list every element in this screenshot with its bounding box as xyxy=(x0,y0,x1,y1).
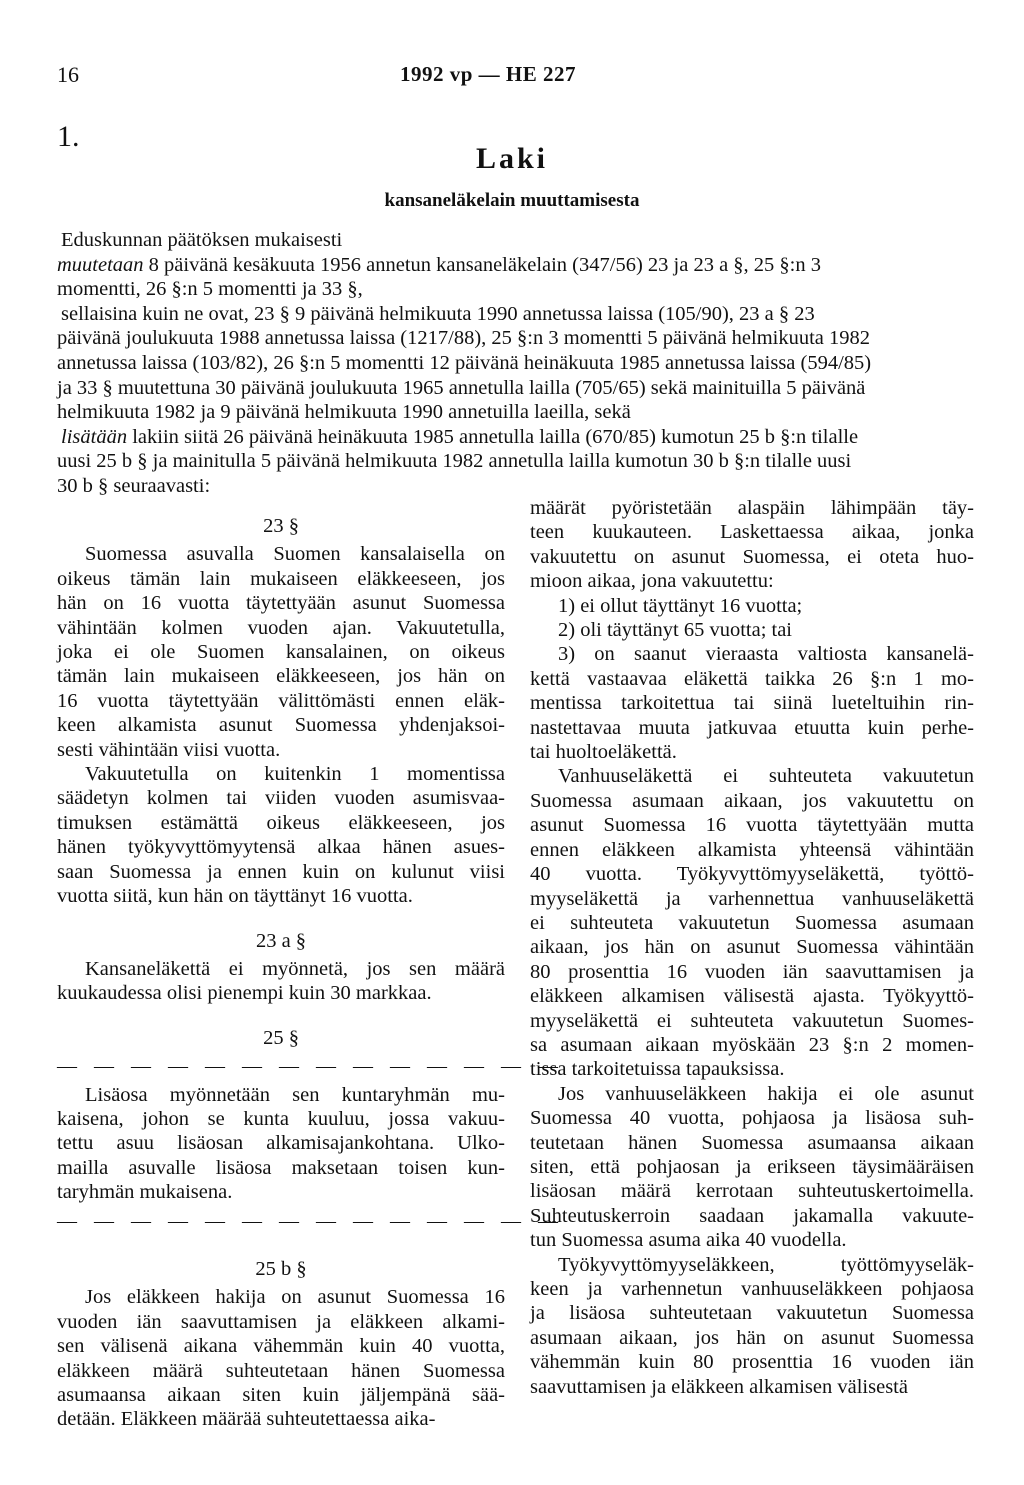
paragraph-line: myyseläkettä ja varhennettua vanhuuseläkettä xyxy=(530,887,974,910)
omission-dashes: — — — — — — — — — — — — — — xyxy=(57,1055,564,1078)
list-item-text: 2) oli täyttänyt 65 vuotta; tai xyxy=(558,619,792,642)
paragraph xyxy=(530,1253,974,1399)
paragraph xyxy=(57,957,505,1006)
running-head: 1992 vp — HE 227 xyxy=(400,62,577,86)
paragraph-line: detään. Eläkkeen määrää suhteutettaessa aika- xyxy=(57,1408,436,1431)
paragraph-line: aikaan, jos hän on asunut Suomessa vähintään xyxy=(530,936,974,959)
paragraph xyxy=(57,762,505,908)
left-column xyxy=(57,508,564,1432)
list-item-text: 1) ei ollut täyttänyt 16 vuotta; xyxy=(558,594,803,617)
section-heading-25b: 25 b § xyxy=(255,1257,307,1280)
paragraph-line: vähemmän kuin 80 prosenttia 16 vuoden iän xyxy=(530,1351,974,1374)
paragraph-line: mioon aikaa, jona vakuutettu: xyxy=(530,570,774,593)
paragraph-line: sen välisenä aikana vähemmän kuin 40 vuotta, xyxy=(57,1335,505,1358)
paragraph-line: tissa tarkoitetuissa tapauksissa. xyxy=(530,1058,785,1081)
intro-keyword-muutetaan: muutetaan xyxy=(57,253,144,276)
act-subtitle: kansaneläkelain muuttamisesta xyxy=(384,190,640,211)
section-heading-23: 23 § xyxy=(263,515,299,537)
intro-line xyxy=(57,425,967,450)
intro-line: uusi 25 b § ja mainitulla 5 päivänä helmikuuta 1982 annetulla lailla kumotun 30 b §:n tilalle uusi xyxy=(57,450,852,473)
paragraph-line: hän on 16 vuotta täytettyään asunut Suomessa xyxy=(57,592,505,615)
paragraph-line: vuotta siitä, kun hän on täyttänyt 16 vuotta. xyxy=(57,885,413,908)
intro-line: päivänä joulukuuta 1988 annetussa laissa (1217/88), 25 §:n 3 momentti 5 päivänä helmikuuta 1982 xyxy=(57,327,871,350)
paragraph xyxy=(530,1082,974,1253)
list-item xyxy=(530,594,974,618)
paragraph xyxy=(57,1083,505,1205)
paragraph-line: Jos vanhuuseläkkeen hakija ei ole asunut xyxy=(558,1082,974,1105)
paragraph-line: keen ja varhennetun vanhuuseläkkeen pohjaosa xyxy=(530,1278,974,1300)
paragraph-line: teutetaan hänen Suomessa asumaansa aikaan xyxy=(530,1131,974,1154)
intro-line xyxy=(57,253,967,278)
paragraph-line: hänen työkyvyttömyytensä alkaa hänen asues- xyxy=(57,836,505,859)
paragraph-line: mentissa tarkoitettua tai siinä lueteltuihin rin- xyxy=(530,692,974,715)
paragraph-line: Vakuutetulla on kuitenkin 1 momentissa xyxy=(85,763,505,786)
paragraph-line: tai huoltoeläkettä. xyxy=(530,741,677,764)
paragraph-line: Jos eläkkeen hakija on asunut Suomessa 16 xyxy=(85,1286,505,1309)
paragraph-line: Suhteutuskerroin saadaan jakamalla vakuute- xyxy=(530,1204,974,1227)
paragraph-line: ei suhteuteta vakuutetun Suomessa asumaan xyxy=(530,911,974,934)
paragraph-line: Suomessa asuvalla Suomen kansalaisella on xyxy=(85,543,505,566)
intro-line: helmikuuta 1982 ja 9 päivänä helmikuuta 1990 annetuilla laeilla, sekä xyxy=(57,401,631,424)
paragraph-line: kettä vastaavaa eläkettä taikka 26 §:n 1 mo- xyxy=(530,667,974,690)
paragraph-line: saan Suomessa ja ennen kuin on kulunut viisi xyxy=(57,860,505,883)
intro-line: momentti, 26 §:n 5 momentti ja 33 §, xyxy=(57,278,363,301)
paragraph-line: taryhmän mukaisena. xyxy=(57,1181,233,1204)
list-item xyxy=(530,618,974,642)
paragraph-line: vuoden iän saavuttamisen ja eläkkeen alkami- xyxy=(57,1310,505,1333)
paragraph xyxy=(530,764,974,1081)
paragraph-line: myyseläkettä ei suhteuteta vakuutetun Suomes- xyxy=(530,1009,974,1032)
omission-dashes: — — — — — — — — — — — — — — xyxy=(57,1209,564,1232)
paragraph-line: määrät pyöristetään alaspäin lähimpään täy- xyxy=(530,497,974,519)
paragraph-line: Kansaneläkettä ei myönnetä, jos sen määrä xyxy=(85,957,505,980)
paragraph-line: 40 vuotta. Työkyvyttömyyseläkettä, työttö- xyxy=(530,863,974,886)
paragraph-line: oikeus tämän lain mukaiseen eläkkeeseen, jos xyxy=(57,567,505,590)
paragraph-line: vähintään kolmen vuoden ajan. Vakuutetulla, xyxy=(57,616,505,639)
paragraph-line: mailla asuvalle lisäosa maksetaan toisen kun- xyxy=(57,1156,505,1179)
paragraph-line: eläkkeen määrä suhteutetaan hänen Suomessa xyxy=(57,1359,505,1382)
paragraph xyxy=(57,542,505,762)
paragraph-line: keen alkamista asunut Suomessa yhdenjaksoi- xyxy=(57,714,505,737)
paragraph-line: 3) on saanut vieraasta valtiosta kansanelä- xyxy=(558,643,974,666)
paragraph-line: timuksen estämättä oikeus eläkkeeseen, jos xyxy=(57,811,505,834)
paragraph-line: asumaan aikaan, jos hän on asunut Suomessa xyxy=(530,1326,974,1349)
paragraph-line: kaisena, johon se kunta kuuluu, jossa vakuu- xyxy=(57,1107,505,1130)
section-heading-23a: 23 a § xyxy=(255,929,307,952)
intro-line: ja 33 § muutettuna 30 päivänä joulukuuta 1965 annetulla lailla (705/65) sekä mainituilla 5 päivänä xyxy=(57,376,866,399)
paragraph-line: 16 vuotta täytettyään välittömästi ennen eläk- xyxy=(57,689,505,712)
paragraph xyxy=(57,1285,505,1431)
paragraph-line: Työkyvyttömyyseläkkeen, työttömyyseläk- xyxy=(558,1253,974,1276)
intro-line: 30 b § seuraavasti: xyxy=(57,474,211,497)
paragraph-line: ennen eläkkeen alkamista yhteensä vähintään xyxy=(530,838,974,861)
intro-line: Eduskunnan päätöksen mukaisesti xyxy=(61,229,343,251)
paragraph-line: eläkkeen alkamisen välisestä ajasta. Työkyyttö- xyxy=(530,985,974,1008)
paragraph-line: asunut Suomessa 16 vuotta täytettyään mutta xyxy=(530,814,974,837)
paragraph-line: säädetyn kolmen tai viiden vuoden asumisvaa- xyxy=(57,787,505,810)
paragraph-line: Vanhuuseläkettä ei suhteuteta vakuutetun xyxy=(558,765,974,788)
paragraph-line: joka ei ole Suomen kansalainen, on oikeus xyxy=(57,641,505,664)
intro-line-text: 8 päivänä kesäkuuta 1956 annetun kansaneläkelain (347/56) 23 ja 23 a §, 25 §:n 3 xyxy=(143,253,821,276)
paragraph-line: tämän lain mukaiseen eläkkeeseen, jos hän on xyxy=(57,665,505,688)
paragraph-line: Suomessa 40 vuotta, pohjaosa ja lisäosa suh- xyxy=(530,1107,974,1130)
paragraph-line: 80 prosenttia 16 vuoden iän saavuttamisen ja xyxy=(530,960,974,983)
paragraph-line: sa asumaan aikaan myöskään 23 §:n 2 momen- xyxy=(530,1033,974,1056)
paragraph-line: tun Suomessa asuma aika 40 vuodella. xyxy=(530,1229,847,1252)
paragraph-line: tettu asuu lisäosan alkamisajankohtana. Ulko- xyxy=(57,1132,505,1155)
paragraph xyxy=(530,496,974,594)
paragraph-line: asumaansa aikaan siten kuin jäljempänä sää- xyxy=(57,1384,505,1406)
paragraph-line: kuukaudessa olisi pienempi kuin 30 markkaa. xyxy=(57,982,432,1005)
paragraph-line: teen kuukauteen. Laskettaessa aikaa, jonka xyxy=(530,521,974,544)
act-ordinal: 1. xyxy=(57,120,80,153)
paragraph-line: saavuttamisen ja eläkkeen alkamisen välisestä xyxy=(530,1375,908,1398)
paragraph-line: sesti vähintään viisi vuotta. xyxy=(57,738,281,761)
list-item xyxy=(530,642,974,764)
intro-keyword-lisataan: lisätään xyxy=(61,425,128,448)
paragraph-line: Lisäosa myönnetään sen kuntaryhmän mu- xyxy=(85,1083,505,1106)
paragraph-line: siten, että pohjaosan ja erikseen täysimääräisen xyxy=(530,1155,974,1178)
section-heading-25: 25 § xyxy=(263,1026,299,1049)
paragraph-line: Suomessa asumaan aikaan, jos vakuutettu on xyxy=(530,789,974,812)
right-column xyxy=(530,496,974,1399)
intro-line: sellaisina kuin ne ovat, 23 § 9 päivänä helmikuuta 1990 annetussa laissa (105/90), 23 a § 23 xyxy=(61,302,815,325)
paragraph-line: lisäosan määrä kerrotaan suhteutuskertoimella. xyxy=(530,1180,974,1203)
intro-line-text: lakiin siitä 26 päivänä heinäkuuta 1985 annetulla lailla (670/85) kumotun 25 b §:n tilalle xyxy=(127,425,859,448)
page-number: 16 xyxy=(57,62,79,87)
paragraph-line: nastettavaa muuta jatkuvaa etuutta kuin perhe- xyxy=(530,716,974,739)
act-title: Laki xyxy=(475,142,549,175)
paragraph-line: ja lisäosa suhteutetaan vakuutetun Suomessa xyxy=(530,1302,974,1325)
paragraph-line: vakuutettu on asunut Suomessa, ei oteta huo- xyxy=(530,545,974,568)
intro-line: annetussa laissa (103/82), 26 §:n 5 momentti 12 päivänä heinäkuuta 1985 annetussa laissa (594/85) xyxy=(57,351,872,374)
enacting-clause xyxy=(57,228,967,499)
